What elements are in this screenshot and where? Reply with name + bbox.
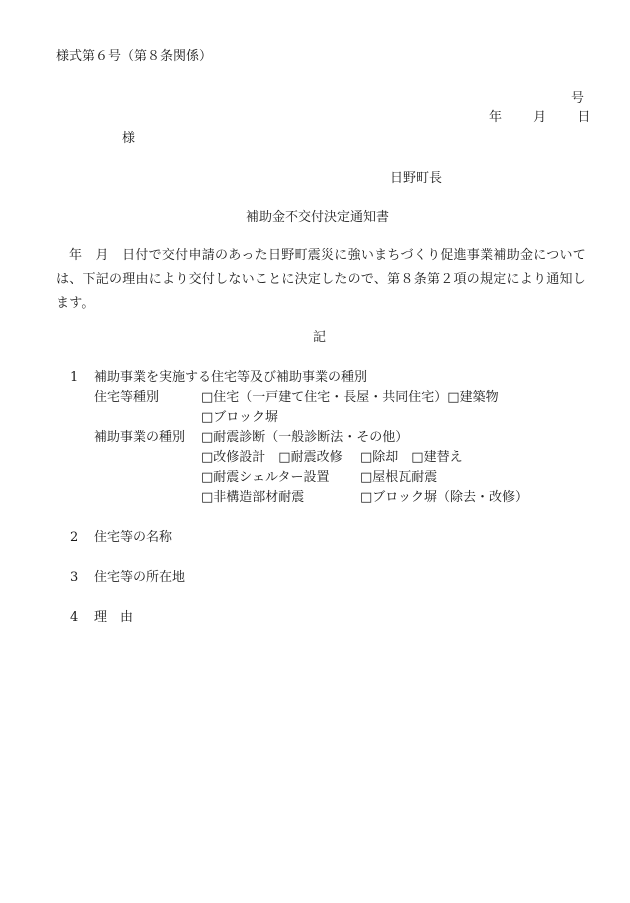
body-paragraph: 年 月 日付で交付申請のあった日野町震災に強いまちづくり促進事業補助金については、下記の理由により交付しないことに決定したので、第８条第２項の規定により通知します。 xyxy=(56,248,586,311)
section-4-heading: 理 由 xyxy=(94,610,134,625)
section-4-number: 4 xyxy=(70,610,79,625)
section-1-heading: 補助事業を実施する住宅等及び補助事業の種別 xyxy=(94,370,368,385)
project-type-options-4b: □ブロック塀（除去・改修） xyxy=(360,490,529,505)
document-title: 補助金不交付決定通知書 xyxy=(246,210,390,225)
housing-type-options-2: □ブロック塀 xyxy=(201,410,279,425)
section-3-number: 3 xyxy=(70,570,79,585)
housing-type-options-1: □住宅（一戸建て住宅・長屋・共同住宅）□建築物 xyxy=(201,390,499,405)
project-type-label: 補助事業の種別 xyxy=(94,430,186,445)
date-month: 月 xyxy=(533,110,547,125)
project-type-options-3a: □耐震シェルター設置 xyxy=(201,470,330,485)
project-type-options-1: □耐震診断（一般診断法・その他） xyxy=(201,430,409,445)
addressee-suffix: 様 xyxy=(122,131,136,146)
sender: 日野町長 xyxy=(390,171,443,186)
number-label: 号 xyxy=(571,91,585,106)
section-2-heading: 住宅等の名称 xyxy=(94,530,173,545)
date-year: 年 xyxy=(489,110,503,125)
form-label: 様式第６号（第８条関係） xyxy=(56,49,213,64)
project-type-options-2b: □除却 □建替え xyxy=(360,450,463,465)
ki-label: 記 xyxy=(313,330,327,345)
section-1-number: 1 xyxy=(70,370,79,385)
date-day: 日 xyxy=(577,110,591,125)
project-type-options-3b: □屋根瓦耐震 xyxy=(360,470,438,485)
housing-type-label: 住宅等種別 xyxy=(94,390,160,405)
section-3-heading: 住宅等の所在地 xyxy=(94,570,186,585)
date-line xyxy=(489,111,590,124)
project-type-options-4a: □非構造部材耐震 xyxy=(201,490,305,505)
project-type-options-2a: □改修設計 □耐震改修 xyxy=(201,450,343,465)
section-2-number: 2 xyxy=(70,530,79,545)
